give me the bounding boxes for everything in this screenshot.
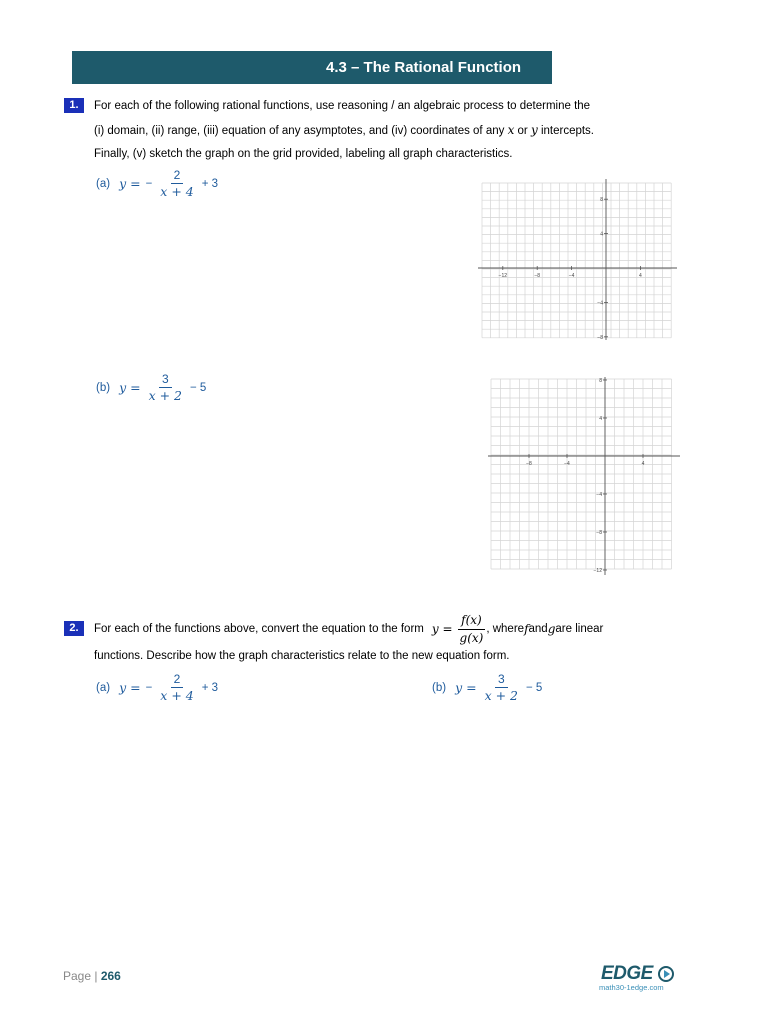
x-tick-label: −8 [526,461,532,467]
page-number: Page | 266 [63,969,121,983]
q2-instruction-line1: For each of the functions above, convert the equation to the form y = $\frac{f(x)}{g(x)}$ , where f and g are linear [94,612,604,645]
x-tick-label: −4 [564,461,570,467]
graph-grid-a[interactable] [476,178,679,341]
y-tick-label: −4 [597,300,603,307]
question-2-number: 2. [64,621,84,636]
y-tick-label: 4 [600,231,603,238]
section-title: 4.3 – The Rational Function [72,51,552,84]
q1-equation-b: (b) y = $\frac{3}{x + 2}$ − 5 [96,372,207,403]
q2-equation-a: (a) y = − $\frac{2}{x + 4}$ + 3 [96,672,219,703]
y-tick-label: −8 [596,530,602,536]
x-tick-label: −12 [498,273,508,279]
q1-instruction-line1: For each of the following rational functions, use reasoning / an algebraic process to determine the [94,100,591,112]
y-tick-label: 8 [600,197,603,204]
q1-instruction-line2: (i) domain, (ii) range, (iii) equation of any asymptotes, and (iv) coordinates of any x or y intercepts. [94,123,594,137]
y-tick-label: −4 [596,492,602,498]
y-tick-label: 8 [599,378,602,384]
q2-equation-b: (b) y = $\frac{3}{x + 2}$ − 5 [432,672,543,703]
headphones-icon [657,965,675,983]
q2-instruction-line2: functions. Describe how the graph characteristics relate to the new equation form. [94,650,510,662]
x-tick-label: −4 [568,273,575,279]
edge-logo-text: EDGE [601,963,653,984]
x-tick-label: −8 [534,273,541,279]
x-tick-label: 4 [641,461,645,467]
y-tick-label: −8 [597,334,603,341]
x-tick-label: 4 [639,273,642,279]
q1-instruction-line3: Finally, (v) sketch the graph on the grid provided, labeling all graph characteristics. [94,148,513,160]
q1-equation-a: (a) y = − $\frac{2}{x + 4}$ + 3 [96,168,219,199]
edge-logo [595,963,695,993]
y-tick-label: 4 [599,416,602,422]
edge-logo-url: math30-1edge.com [599,983,664,992]
question-1-number: 1. [64,98,84,113]
graph-grid-b[interactable] [486,376,682,576]
y-tick-label: −12 [593,568,602,574]
